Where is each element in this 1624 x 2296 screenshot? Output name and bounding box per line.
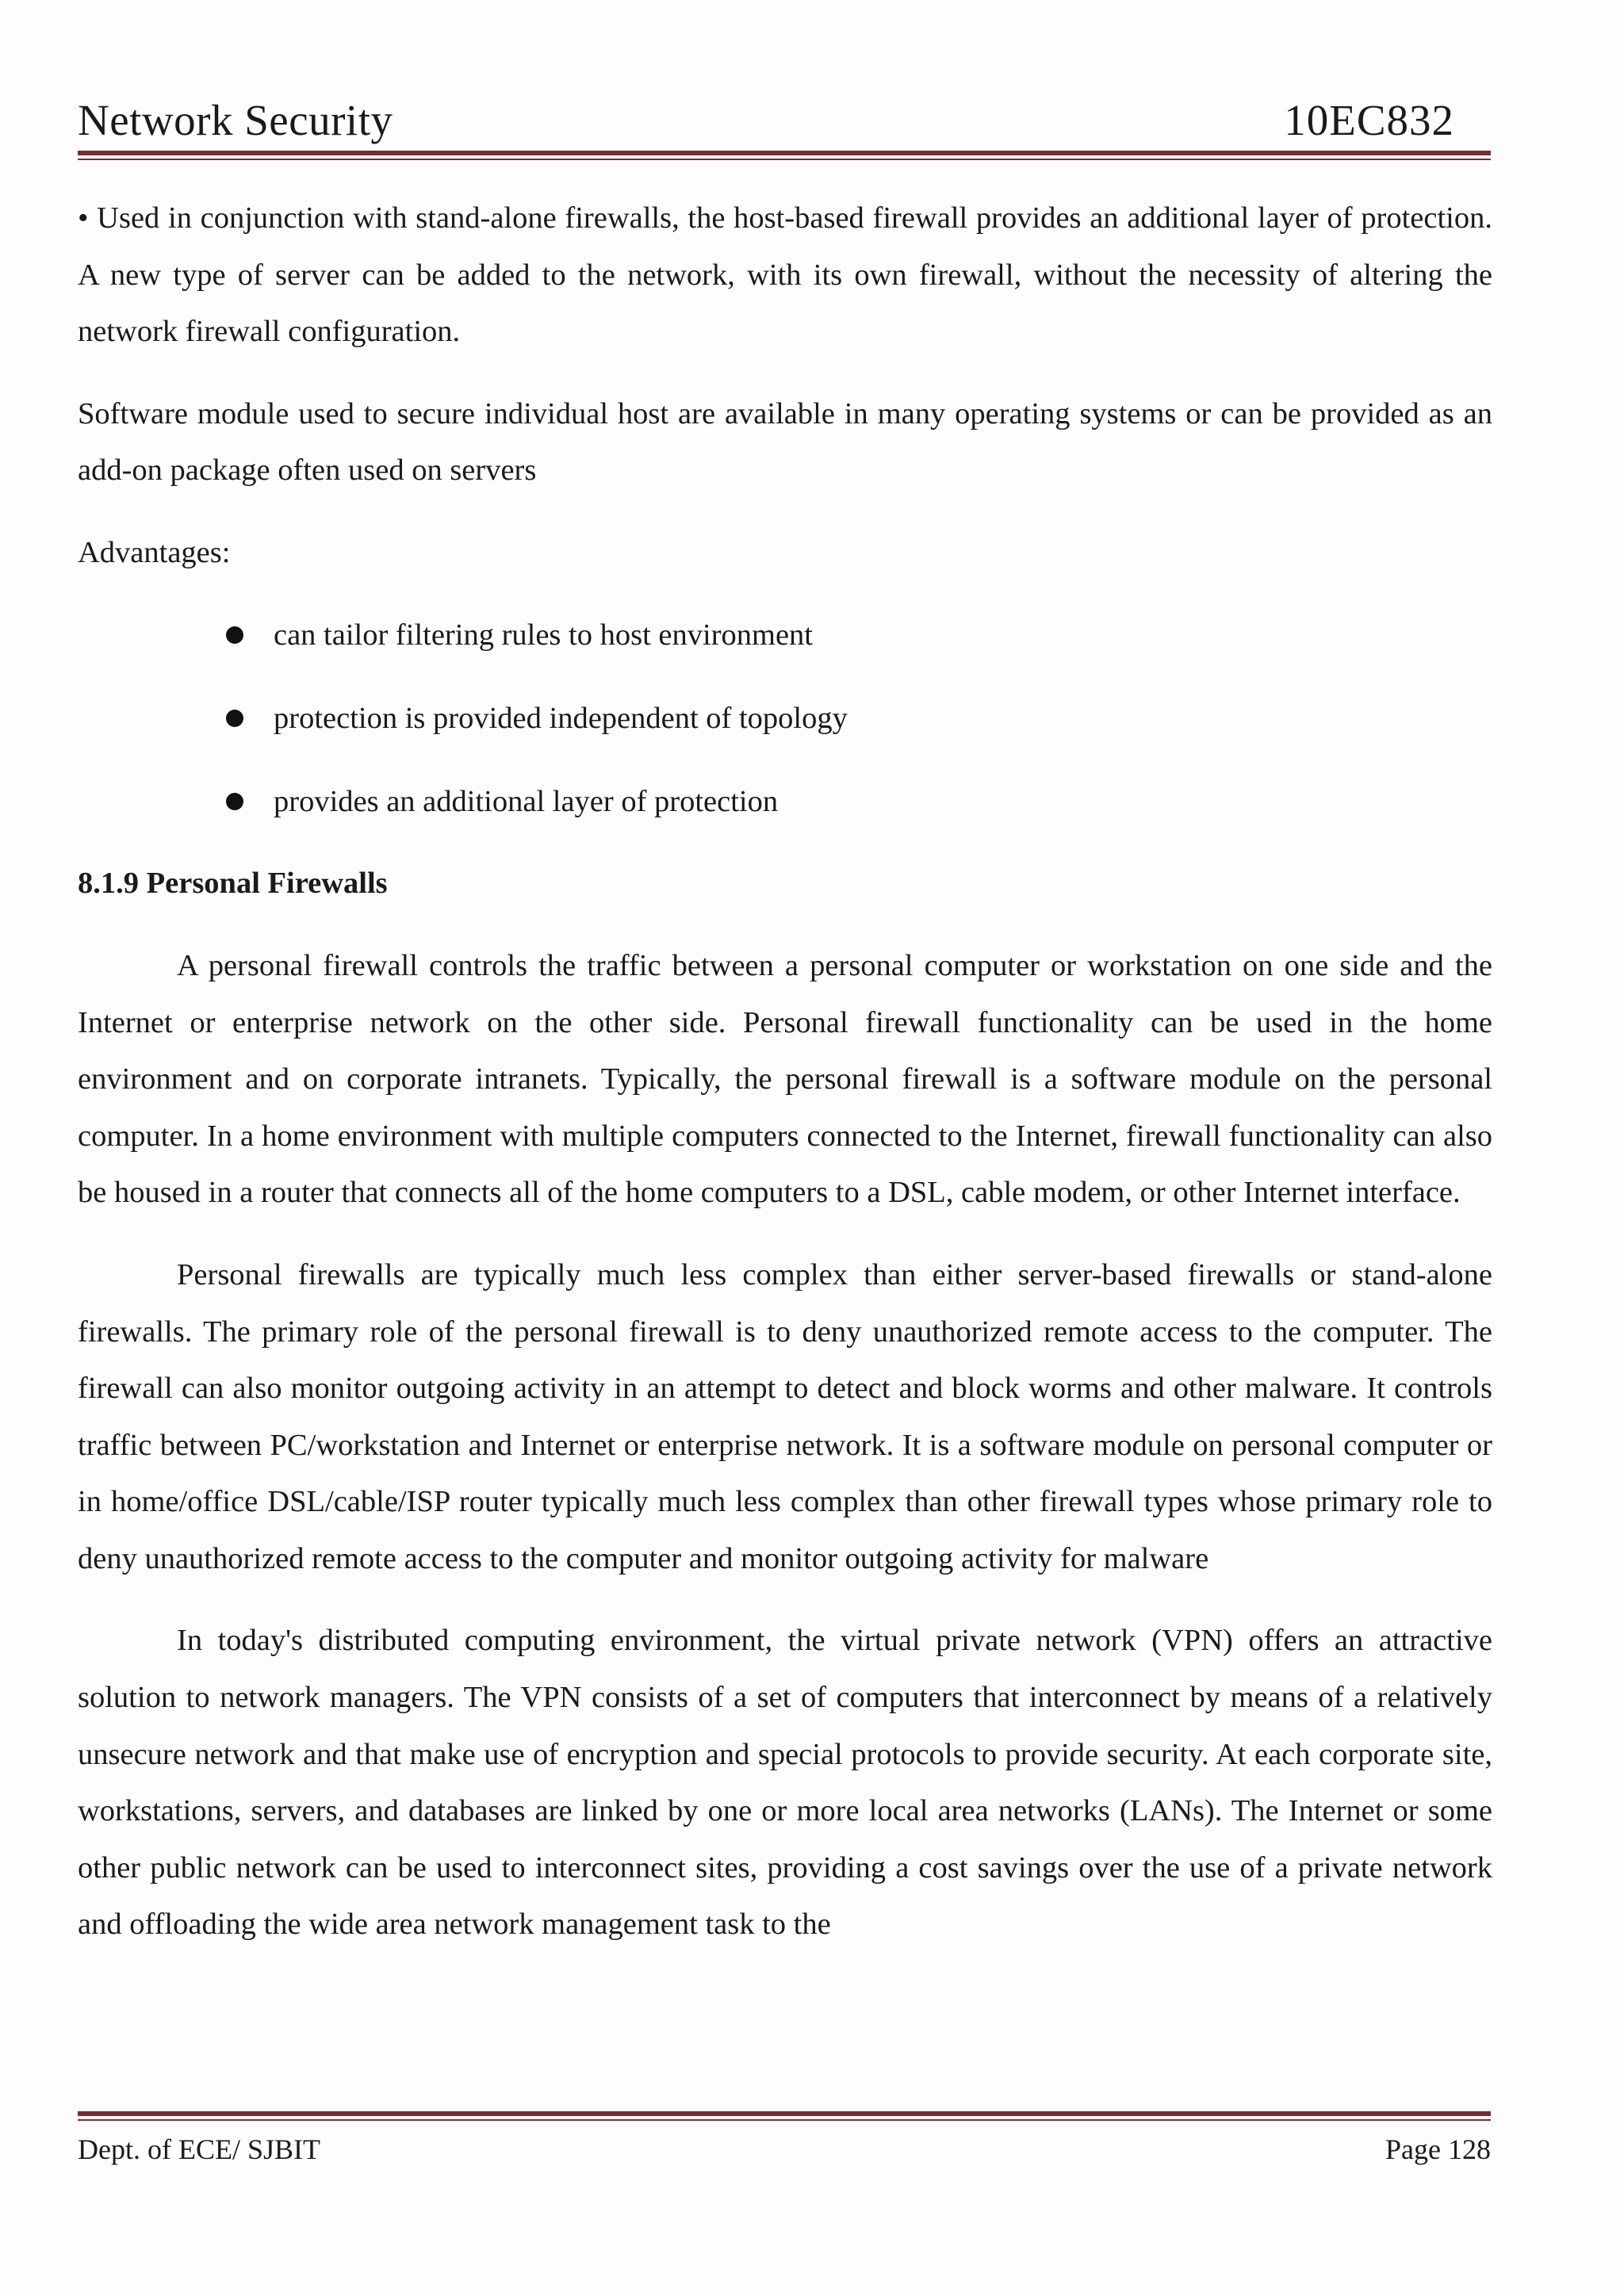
advantages-list [78, 607, 1492, 831]
intro-paragraph: • Used in conjunction with stand-alone firewalls, the host-based firewall provides an additional layer of protection. A new type of server can be added to the network, with its own firewall, without the necessity of altering the network firewall configuration. [78, 201, 1492, 349]
bullet-icon [226, 626, 243, 644]
page-body [78, 190, 1492, 1979]
section-heading: 8.1.9 Personal Firewalls [78, 867, 388, 901]
header-title: Network Security [78, 96, 393, 144]
body-paragraph: A personal firewall controls the traffic between a personal computer or workstation on one side and the Internet or enterprise network on the other side. Personal firewall functionality can be used in the home environment and on corporate intranets. Typically, the personal firewall is a software module on the personal computer. In a home environment with multiple computers connected to the Internet, firewall functionality can also be housed in a router that connects all of the home computers to a DSL, cable modem, or other Internet interface. [78, 948, 1492, 1210]
header-rule-thick [78, 151, 1491, 155]
advantages-label: Advantages: [78, 535, 231, 569]
page-number: Page 128 [1385, 2133, 1491, 2165]
bullet-icon [226, 793, 243, 810]
list-item-text: provides an additional layer of protection [274, 784, 779, 818]
list-item [78, 607, 1492, 664]
bullet-icon [226, 710, 243, 727]
header-rule-thin [78, 159, 1491, 160]
footer-rule-thin [78, 2119, 1491, 2121]
body-paragraph: Personal firewalls are typically much less complex than either server-based firewalls or stand-alone firewalls. The primary role of the personal firewall is to deny unauthorized remote access to the computer. The firewall can also monitor outgoing activity in an attempt to detect and block worms and other malware. It controls traffic between PC/workstation and Internet or enterprise network. It is a software module on personal computer or in home/office DSL/cable/ISP router typically much less complex than other firewall types whose primary role to deny unauthorized remote access to the computer and monitor outgoing activity for malware [78, 1257, 1492, 1575]
list-item-text: protection is provided independent of topology [274, 701, 848, 735]
page-header [78, 95, 1491, 159]
software-module-paragraph: Software module used to secure individual host are available in many operating systems or can be provided as an add-on package often used on servers [78, 396, 1492, 488]
list-item-text: can tailor filtering rules to host environment [274, 618, 813, 652]
body-paragraph: In today's distributed computing environment, the virtual private network (VPN) offers an attractive solution to network managers. The VPN consists of a set of computers that interconnect by means of a relatively unsecure network and that make use of encryption and special protocols to provide security. At each corporate site, workstations, servers, and databases are linked by one or more local area networks (LANs). The Internet or some other public network can be used to interconnect sites, providing a cost savings over the use of a private network and offloading the wide area network management task to the [78, 1624, 1492, 1942]
list-item [78, 774, 1492, 831]
footer-department: Dept. of ECE/ SJBIT [78, 2133, 320, 2165]
header-course-code: 10EC832 [1284, 96, 1454, 144]
footer-rule-thick [78, 2111, 1491, 2116]
list-item [78, 691, 1492, 748]
